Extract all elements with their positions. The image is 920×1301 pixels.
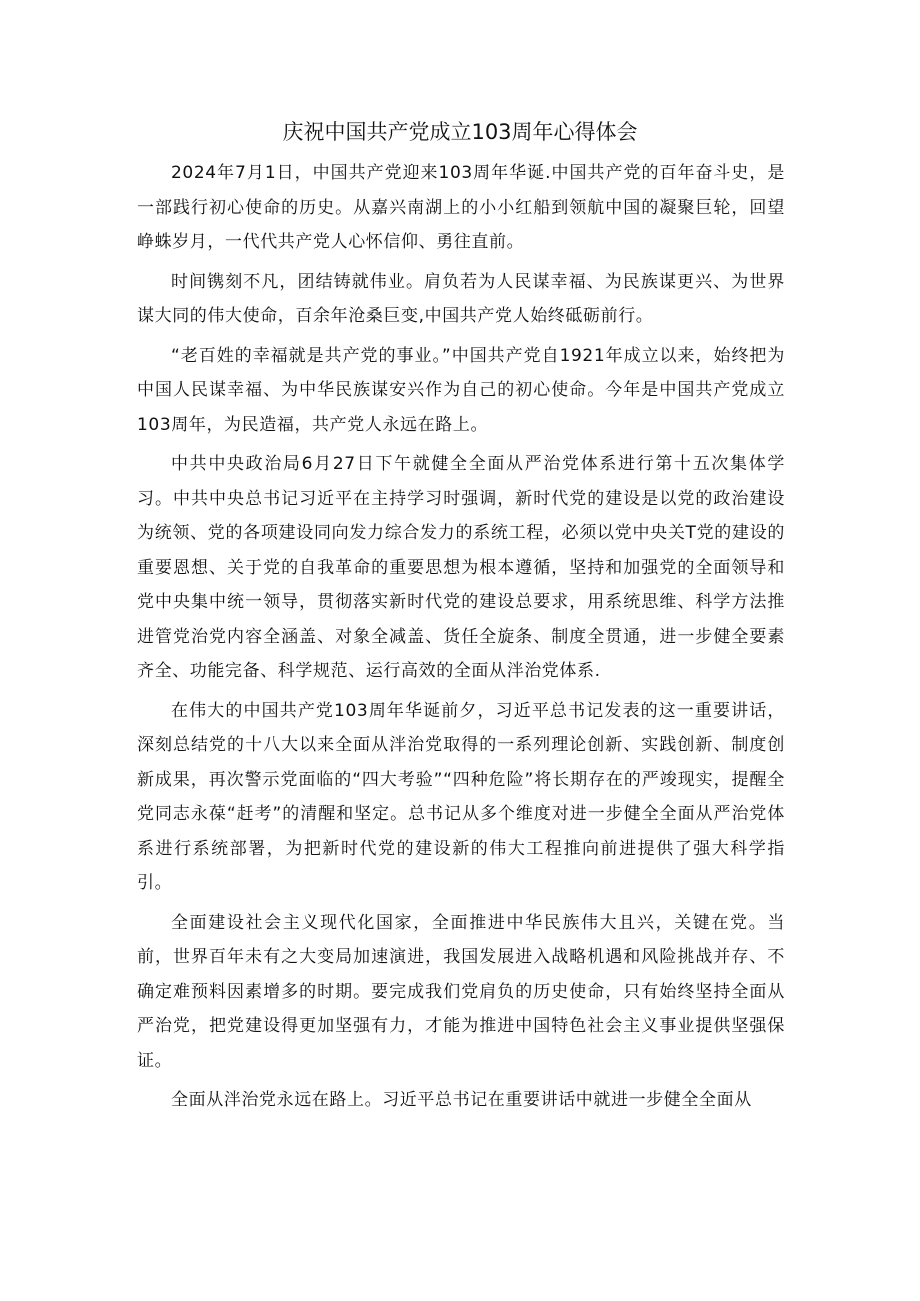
- paragraph: 在伟大的中国共产党103周年华诞前夕，习近平总书记发表的这一重要讲话，深刻总结党的十八大以来全面从泮治党取得的一系列理论创新、实践创新、制度创新成果，再次警示党面临的“四大考验”“四种危险”将长期存在的严竣现实，提醒全党同志永葆“赶考”的清醒和坚定。总书记从多个维度对进一步健全全面从严治党体系进行系统部署，为把新时代党的建设新的伟大工程推向前进提供了强大科学指引。: [137, 700, 785, 893]
- paragraph: 2024年7月1日，中国共产党迎来103周年华诞.中国共产党的百年奋斗史，是一部践行初心使命的历史。从嘉兴南湖上的小小红船到领航中国的凝聚巨轮，回望峥蛛岁月，一代代共产党人心怀信仰、勇往直前。: [137, 163, 785, 252]
- paragraph: 时间镌刻不凡，团结铸就伟业。肩负若为人民谋幸福、为民族谋更兴、为世界谋大同的伟大使命，百余年沧桑巨变,中国共产党人始终砥砺前行。: [137, 271, 785, 326]
- paragraph: 中共中央政治局6月27日下午就健全全面从严治党体系进行第十五次集体学习。中共中央总书记习近平在主持学习时强调，新时代党的建设是以党的政治建设为统领、党的各项建设同向发力综合发力的系统工程，必须以党中央关T党的建设的重要恩想、关于党的自我革命的重要思想为根本遵循，坚持和加强党的全面领导和党中央集中统一领导，贯彻落实新时代党的建设总要求，用系统思维、科学方法推进管党治党内容全涵盖、对象全减盖、货任全旋条、制度全贯通，进一步健全要素齐全、功能完备、科学规范、运行高效的全面从泮治党体系.: [137, 454, 785, 681]
- document-title: 庆祝中国共产党成立103周年心得体会: [282, 120, 638, 144]
- paragraph: “老百姓的幸福就是共产党的事业。”中国共产党自1921年成立以来，始终把为中国人民谋幸福、为中华民族谋安兴作为自己的初心使命。今年是中国共产党成立103周年，为民造福，共产党人永远在路上。: [137, 345, 785, 435]
- paragraph: 全面建设社会主义现代化国家，全面推进中华民族伟大且兴，关键在党。当前，世界百年未有之大变局加速演进，我国发展进入战略机遇和风险挑战并存、不确定难预料因素增多的时期。要完成我们党肩负的历史使命，只有始终坚持全面从严治党，把党建设得更加坚强有力，才能为推进中国特色社会主义事业提供坚强保证。: [137, 912, 785, 1071]
- document-body: [137, 156, 785, 1123]
- paragraph: 全面从泮治党永远在路上。习近平总书记在重要讲话中就进一步健全全面从: [171, 1090, 752, 1110]
